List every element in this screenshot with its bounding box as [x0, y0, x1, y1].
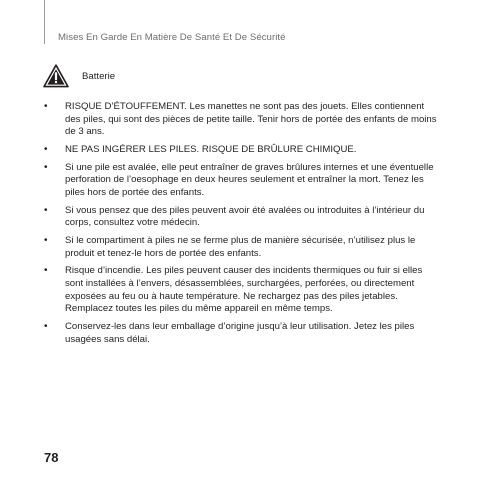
list-item — [44, 235, 442, 260]
warning-triangle-icon — [43, 64, 69, 88]
warning-list — [44, 101, 442, 351]
warning-text: Conservez-les dans leur emballage d’origine jusqu’à leur utilisation. Jetez les piles usagées sans délai. — [65, 321, 415, 345]
header-divider — [44, 0, 45, 44]
bullet-icon: • — [44, 321, 48, 333]
warning-text: RISQUE D’ÉTOUFFEMENT. Les manettes ne sont pas des jouets. Elles contiennent des piles, qui sont des pièces de petite taille. Tenir hors de portée des enfants de moins de 3 ans. — [65, 101, 437, 138]
page-header-title: Mises En Garde En Matière De Santé Et De Sécurité — [58, 32, 286, 43]
bullet-icon: • — [44, 101, 48, 112]
warning-text: Si le compartiment à piles ne se ferme plus de manière sécurisée, n’utilisez plus le produit et tenez-le hors de portée des enfants. — [65, 235, 416, 259]
list-item — [44, 101, 442, 139]
battery-section-heading — [43, 64, 115, 88]
bullet-icon: • — [44, 143, 48, 155]
warning-text: NE PAS INGÉRER LES PILES. RISQUE DE BRÛLURE CHIMIQUE. — [65, 143, 357, 155]
page-number: 78 — [44, 450, 59, 465]
list-item — [44, 321, 442, 346]
bullet-icon: • — [44, 204, 48, 216]
list-item — [44, 144, 442, 157]
list-item — [44, 265, 442, 315]
warning-text: Risque d’incendie. Les piles peuvent causer des incidents thermiques ou fuir si elles sont installées à l’envers, désassemblées, surchargées, perforées, ou directement exposées au feu ou à haute température. Ne rechargez pas des piles jetables. Remplacez toutes les piles du même appareil en même temps. — [65, 265, 423, 315]
bullet-icon: • — [44, 235, 48, 247]
list-item — [44, 162, 442, 200]
bullet-icon: • — [44, 161, 48, 173]
section-title: Batterie — [82, 70, 116, 82]
list-item — [44, 205, 442, 230]
warning-text: Si une pile est avalée, elle peut entraîner de graves brûlures internes et une éventuelle perforation de l’oesophage en deux heures seulement et entraîner la mort. Tenez les piles hors de portée des enfants. — [65, 161, 434, 198]
bullet-icon: • — [44, 265, 48, 277]
warning-text: Si vous pensez que des piles peuvent avoir été avalées ou introduites à l’intérieur du corps, consultez votre médecin. — [65, 204, 425, 229]
